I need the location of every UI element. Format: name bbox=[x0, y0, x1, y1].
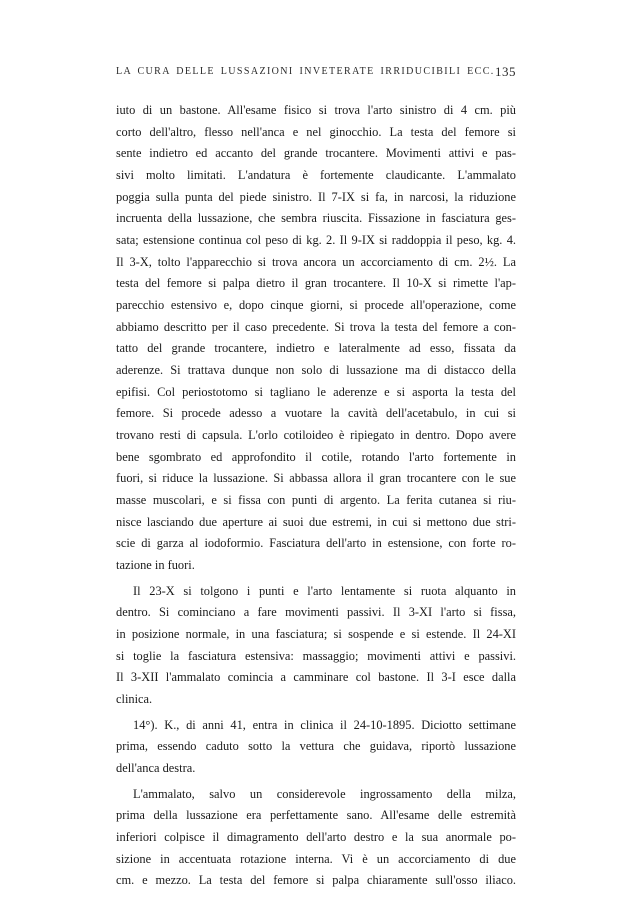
text-line: L'ammalato, salvo un considerevole ingrossamento della milza, bbox=[133, 786, 516, 801]
text-line: clinica. bbox=[116, 692, 153, 706]
text-line: bene sgombrato ed approfondito il cotile, rotando l'arto fortemente in bbox=[116, 449, 516, 464]
text-line: iuto di un bastone. All'esame fisico si trova l'arto sinistro di 4 cm. più bbox=[116, 103, 516, 117]
text-line: masse muscolari, e si fissa con punti di argento. La ferita cutanea si riu- bbox=[116, 493, 516, 507]
text-line: dell'anca destra. bbox=[116, 761, 196, 775]
text-line: incruenta della lussazione, che sembra riuscita. Fissazione in fasciatura ges- bbox=[116, 211, 516, 226]
text-line: corto dell'altro, flesso nell'anca e nel ginocchio. La testa del femore si bbox=[116, 124, 516, 139]
text-line: si toglie la fasciatura estensiva: massaggio; movimenti attivi e passivi. bbox=[116, 648, 516, 663]
text-line: scie di garza al iodoformio. Fasciatura dell'arto in estensione, con forte ro- bbox=[116, 536, 516, 551]
text-line: sizione in accentuata rotazione interna. Vi è un accorciamento di due bbox=[116, 851, 516, 866]
text-line: cm. e mezzo. La testa del femore si palpa chiaramente sull'osso iliaco. bbox=[116, 873, 516, 888]
text-line: Il 3-XII l'ammalato comincia a camminare col bastone. Il 3-I esce dalla bbox=[116, 670, 516, 685]
text-line: femore. Si procede adesso a vuotare la cavità dell'acetabulo, in cui si bbox=[116, 406, 516, 421]
text-line: poggia sulla punta del piede sinistro. Il 7-IX si fa, in narcosi, la riduzione bbox=[116, 189, 516, 204]
text-line: sente indietro ed accanto del grande trocantere. Movimenti attivi e pas- bbox=[116, 146, 516, 161]
running-title: LA CURA DELLE LUSSAZIONI INVETERATE IRRIDUCIBILI ECC. bbox=[116, 66, 495, 77]
text-line: inferiori colpisce il dimagramento dell'arto destro e la sua anormale po- bbox=[116, 830, 516, 844]
text-line: epifisi. Col periostotomo si tagliano le aderenze e si asporta la testa del bbox=[116, 384, 516, 399]
text-line: Il 23-X si tolgono i punti e l'arto lentamente si ruota alquanto in bbox=[133, 583, 516, 598]
text-line: sivi molto limitati. L'andatura è fortemente claudicante. L'ammalato bbox=[116, 168, 516, 182]
text-line: nisce lasciando due aperture ai suoi due estremi, in cui si mettono due stri- bbox=[116, 514, 516, 529]
text-line: prima della lussazione era perfettamente sano. All'esame delle estremità bbox=[116, 808, 516, 823]
text-line: 14°). K., di anni 41, entra in clinica il 24-10-1895. Diciotto settimane bbox=[133, 717, 516, 732]
text-line: parecchio estensivo e, dopo cinque giorni, si procede all'operazione, come bbox=[116, 298, 516, 312]
text-line: tatto del grande trocantere, indietro e lateralmente ad esso, fissata da bbox=[116, 341, 516, 356]
text-line: tazione in fuori. bbox=[116, 558, 195, 572]
text-line: aderenze. Si trattava dunque non solo di lussazione ma di distacco della bbox=[116, 363, 516, 377]
text-line: sata; estensione continua col peso di kg. 2. Il 9-IX si raddoppia il peso, kg. 4. bbox=[116, 233, 516, 247]
text-line: trovano resti di capsula. L'orlo cotiloideo è ripiegato in dentro. Dopo avere bbox=[116, 428, 516, 442]
text-line: dentro. Si cominciano a fare movimenti passivi. Il 3-XI l'arto si fissa, bbox=[116, 605, 516, 620]
text-line: testa del femore si palpa dietro il gran trocantere. Il 10-X si rimette l'ap- bbox=[116, 276, 516, 291]
text-line: prima, essendo caduto sotto la vettura che guidava, riportò lussazione bbox=[116, 739, 516, 754]
running-header bbox=[116, 66, 516, 84]
text-line: Il 3-X, tolto l'apparecchio si trova ancora un accorciamento di cm. 2½. La bbox=[116, 254, 516, 269]
text-line: fuori, si riduce la lussazione. Si abbassa allora il gran trocantere con le sue bbox=[116, 471, 516, 486]
text-line: abbiamo descritto per il caso precedente. Si trova la testa del femore a con- bbox=[116, 319, 516, 334]
text-line: in posizione normale, in una fasciatura; si sospende e si estende. Il 24-XI bbox=[116, 627, 516, 641]
page-number: 135 bbox=[495, 64, 516, 79]
